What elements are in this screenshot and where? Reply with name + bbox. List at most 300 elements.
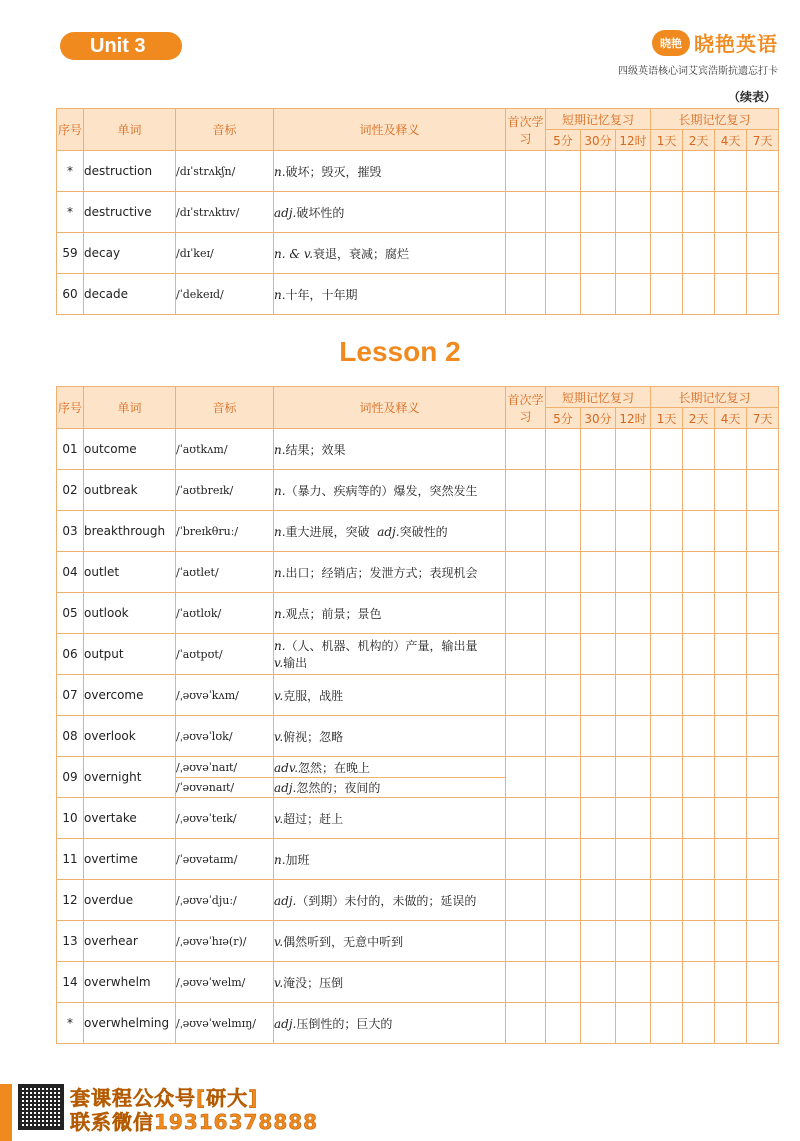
checkbox-cell[interactable] (506, 757, 546, 798)
checkbox-cell[interactable] (651, 757, 683, 798)
checkbox-cell[interactable] (651, 839, 683, 880)
checkbox-cell[interactable] (747, 511, 779, 552)
definition-text: 忽然的；夜间的 (296, 781, 381, 795)
checkbox-cell[interactable] (651, 593, 683, 634)
checkbox-cell[interactable] (546, 511, 581, 552)
checkbox-cell[interactable] (683, 593, 715, 634)
definition-cell (274, 1003, 506, 1044)
checkbox-cell[interactable] (747, 233, 779, 274)
definition-cell (274, 192, 506, 233)
definition-cell (274, 274, 506, 315)
word-cell: decade (84, 274, 176, 315)
checkbox-cell[interactable] (651, 192, 683, 233)
promo-line-2: 联系微信19316378888 (70, 1110, 319, 1134)
checkbox-cell[interactable] (616, 470, 651, 511)
checkbox-cell[interactable] (546, 634, 581, 675)
col-header-short-slot: 30分 (581, 408, 616, 429)
row-number: 06 (57, 634, 84, 675)
checkbox-cell[interactable] (506, 634, 546, 675)
phonetic-cell: /ˈaʊtlʊk/ (176, 593, 274, 634)
table-row (57, 675, 779, 716)
checkbox-cell[interactable] (715, 634, 747, 675)
phonetic-cell: /dɪˈkeɪ/ (176, 233, 274, 274)
col-header-phonetic: 音标 (176, 109, 274, 151)
checkbox-cell[interactable] (683, 962, 715, 1003)
checkbox-cell[interactable] (581, 470, 616, 511)
checkbox-cell[interactable] (651, 880, 683, 921)
definition-text: 重大进展，突破 (285, 524, 370, 539)
checkbox-cell[interactable] (715, 962, 747, 1003)
part-of-speech: n. (274, 639, 286, 653)
checkbox-cell[interactable] (581, 757, 616, 798)
part-of-speech: adj. (274, 205, 297, 220)
continued-label: （续表） (727, 90, 776, 104)
checkbox-cell[interactable] (546, 962, 581, 1003)
table-row (57, 511, 779, 552)
checkbox-cell[interactable] (715, 1003, 747, 1044)
part-of-speech: n. (274, 565, 286, 580)
checkbox-cell[interactable] (506, 798, 546, 839)
checkbox-cell[interactable] (683, 470, 715, 511)
word-cell: destruction (84, 151, 176, 192)
checkbox-cell[interactable] (581, 192, 616, 233)
checkbox-cell[interactable] (616, 921, 651, 962)
checkbox-cell[interactable] (506, 593, 546, 634)
definition-text: 观点；前景；景色 (285, 606, 382, 621)
definition-cell (274, 921, 506, 962)
checkbox-cell[interactable] (506, 552, 546, 593)
part-of-speech: n. (274, 524, 286, 539)
table-row (57, 151, 779, 192)
checkbox-cell[interactable] (581, 716, 616, 757)
checkbox-cell[interactable] (683, 274, 715, 315)
footer-promo (70, 1086, 318, 1134)
checkbox-cell[interactable] (651, 233, 683, 274)
col-header-long-slot: 2天 (683, 130, 715, 151)
row-number: 01 (57, 429, 84, 470)
checkbox-cell[interactable] (651, 798, 683, 839)
definition-text: 淹没；压倒 (283, 975, 344, 990)
definition-cell (274, 798, 506, 839)
checkbox-cell[interactable] (747, 151, 779, 192)
definition-text: 出口；经销店；发泄方式；表现机会 (285, 565, 478, 580)
checkbox-cell[interactable] (546, 274, 581, 315)
vocab-table-lesson (56, 386, 779, 1044)
part-of-speech: n. (274, 852, 286, 867)
checkbox-cell[interactable] (747, 757, 779, 798)
checkbox-cell[interactable] (651, 1003, 683, 1044)
phonetic-cell: /ˈdekeɪd/ (176, 274, 274, 315)
checkbox-cell[interactable] (506, 921, 546, 962)
row-number: 04 (57, 552, 84, 593)
checkbox-cell[interactable] (683, 634, 715, 675)
checkbox-cell[interactable] (651, 716, 683, 757)
checkbox-cell[interactable] (506, 839, 546, 880)
definition-cell (274, 593, 506, 634)
checkbox-cell[interactable] (546, 921, 581, 962)
checkbox-cell[interactable] (581, 233, 616, 274)
checkbox-cell[interactable] (506, 151, 546, 192)
word-cell: overdue (84, 880, 176, 921)
checkbox-cell[interactable] (546, 716, 581, 757)
checkbox-cell[interactable] (616, 1003, 651, 1044)
checkbox-cell[interactable] (683, 511, 715, 552)
part-of-speech: v. (274, 688, 284, 703)
checkbox-cell[interactable] (747, 880, 779, 921)
checkbox-cell[interactable] (683, 429, 715, 470)
checkbox-cell[interactable] (683, 233, 715, 274)
definition-cell (274, 675, 506, 716)
checkbox-cell[interactable] (616, 634, 651, 675)
col-header-definition: 词性及释义 (274, 109, 506, 151)
checkbox-cell[interactable] (747, 634, 779, 675)
brand (652, 28, 778, 57)
checkbox-cell[interactable] (747, 429, 779, 470)
table-row (57, 757, 779, 778)
checkbox-cell[interactable] (715, 921, 747, 962)
tagline: 四级英语核心词艾宾浩斯抗遗忘打卡 (618, 66, 778, 77)
checkbox-cell[interactable] (616, 962, 651, 1003)
checkbox-cell[interactable] (581, 839, 616, 880)
checkbox-cell[interactable] (715, 470, 747, 511)
table-row (57, 839, 779, 880)
checkbox-cell[interactable] (546, 839, 581, 880)
checkbox-cell[interactable] (747, 192, 779, 233)
checkbox-cell[interactable] (651, 151, 683, 192)
checkbox-cell[interactable] (715, 839, 747, 880)
part-of-speech: n. (274, 606, 286, 621)
checkbox-cell[interactable] (715, 192, 747, 233)
col-header-word: 单词 (84, 387, 176, 429)
checkbox-cell[interactable] (683, 1003, 715, 1044)
table-row (57, 921, 779, 962)
col-header-short-slot: 5分 (546, 408, 581, 429)
checkbox-cell[interactable] (616, 151, 651, 192)
row-number: * (57, 151, 84, 192)
row-number: 13 (57, 921, 84, 962)
checkbox-cell[interactable] (747, 716, 779, 757)
checkbox-cell[interactable] (616, 429, 651, 470)
checkbox-cell[interactable] (747, 274, 779, 315)
checkbox-cell[interactable] (506, 716, 546, 757)
checkbox-cell[interactable] (546, 593, 581, 634)
definition-text: 衰退，衰减；腐烂 (313, 246, 410, 261)
checkbox-cell[interactable] (616, 593, 651, 634)
word-cell: destructive (84, 192, 176, 233)
checkbox-cell[interactable] (651, 634, 683, 675)
table-row (57, 798, 779, 839)
checkbox-cell[interactable] (715, 798, 747, 839)
row-number: 11 (57, 839, 84, 880)
checkbox-cell[interactable] (506, 429, 546, 470)
checkbox-cell[interactable] (581, 429, 616, 470)
checkbox-cell[interactable] (683, 716, 715, 757)
definition-cell (274, 716, 506, 757)
checkbox-cell[interactable] (715, 274, 747, 315)
phonetic-cell: /ˌəʊvəˈhɪə(r)/ (176, 921, 274, 962)
checkbox-cell[interactable] (581, 675, 616, 716)
part-of-speech: adv. (274, 760, 299, 775)
col-header-long-slot: 1天 (651, 130, 683, 151)
col-header-definition: 词性及释义 (274, 387, 506, 429)
phonetic-cell: /ˌəʊvəˈdjuː/ (176, 880, 274, 921)
checkbox-cell[interactable] (616, 839, 651, 880)
table-row (57, 552, 779, 593)
checkbox-cell[interactable] (616, 880, 651, 921)
col-header-long-slot: 1天 (651, 408, 683, 429)
checkbox-cell[interactable] (616, 552, 651, 593)
checkbox-cell[interactable] (506, 511, 546, 552)
checkbox-cell[interactable] (581, 274, 616, 315)
checkbox-cell[interactable] (715, 511, 747, 552)
phonetic-cell: /ˈaʊtbreɪk/ (176, 470, 274, 511)
checkbox-cell[interactable] (715, 552, 747, 593)
checkbox-cell[interactable] (506, 880, 546, 921)
checkbox-cell[interactable] (651, 274, 683, 315)
definition-cell (274, 552, 506, 593)
definition-cell (274, 962, 506, 1003)
part-of-speech: n. (274, 483, 286, 498)
checkbox-cell[interactable] (715, 675, 747, 716)
table-row (57, 880, 779, 921)
phonetic-cell: /ˌəʊvəˈkʌm/ (176, 675, 274, 716)
checkbox-cell[interactable] (546, 151, 581, 192)
col-header-long-slot: 4天 (715, 130, 747, 151)
col-header-short-term: 短期记忆复习 (546, 109, 651, 130)
row-number: 07 (57, 675, 84, 716)
checkbox-cell[interactable] (683, 675, 715, 716)
checkbox-cell[interactable] (651, 962, 683, 1003)
definition-cell (274, 429, 506, 470)
phonetic-cell: /ˌəʊvəˈteɪk/ (176, 798, 274, 839)
checkbox-cell[interactable] (715, 757, 747, 798)
col-header-short-term: 短期记忆复习 (546, 387, 651, 408)
part-of-speech: v. (274, 934, 284, 949)
phonetic-cell: /dɪˈstrʌktɪv/ (176, 192, 274, 233)
phonetic-cell: /ˌəʊvəˈwelm/ (176, 962, 274, 1003)
checkbox-cell[interactable] (747, 1003, 779, 1044)
checkbox-cell[interactable] (747, 839, 779, 880)
checkbox-cell[interactable] (546, 233, 581, 274)
checkbox-cell[interactable] (546, 429, 581, 470)
col-header-short-slot: 12时 (616, 408, 651, 429)
phonetic-cell: /ˈaʊtkʌm/ (176, 429, 274, 470)
col-header-phonetic: 音标 (176, 387, 274, 429)
definition-cell (274, 778, 506, 798)
table-row (57, 470, 779, 511)
checkbox-cell[interactable] (546, 675, 581, 716)
checkbox-cell[interactable] (581, 511, 616, 552)
word-cell: output (84, 634, 176, 675)
word-cell: overwhelming (84, 1003, 176, 1044)
part-of-speech: v. (274, 811, 284, 826)
phonetic-cell: /ˈbreɪkθruː/ (176, 511, 274, 552)
definition-cell (274, 233, 506, 274)
table-row (57, 1003, 779, 1044)
checkbox-cell[interactable] (651, 429, 683, 470)
checkbox-cell[interactable] (715, 429, 747, 470)
checkbox-cell[interactable] (683, 552, 715, 593)
definition-text: 十年，十年期 (285, 287, 358, 302)
word-cell: outbreak (84, 470, 176, 511)
definition-text: （暴力、疾病等的）爆发，突然发生 (285, 483, 478, 498)
col-header-long-slot: 4天 (715, 408, 747, 429)
row-number: 10 (57, 798, 84, 839)
row-number: 60 (57, 274, 84, 315)
col-header-long-slot: 7天 (747, 130, 779, 151)
checkbox-cell[interactable] (715, 151, 747, 192)
col-header-long-term: 长期记忆复习 (651, 109, 779, 130)
checkbox-cell[interactable] (616, 716, 651, 757)
word-cell: overlook (84, 716, 176, 757)
checkbox-cell[interactable] (546, 757, 581, 798)
phonetic-cell: /ˈəʊvənaɪt/ (176, 778, 274, 798)
part-of-speech: n. & v. (274, 246, 314, 261)
checkbox-cell[interactable] (546, 1003, 581, 1044)
checkbox-cell[interactable] (616, 511, 651, 552)
checkbox-cell[interactable] (651, 921, 683, 962)
part-of-speech: v. (274, 656, 284, 670)
qr-code-icon (18, 1084, 64, 1130)
checkbox-cell[interactable] (506, 233, 546, 274)
checkbox-cell[interactable] (616, 798, 651, 839)
word-cell: overcome (84, 675, 176, 716)
part-of-speech: adj. (377, 524, 400, 539)
checkbox-cell[interactable] (581, 880, 616, 921)
part-of-speech: v. (274, 975, 284, 990)
checkbox-cell[interactable] (546, 880, 581, 921)
checkbox-cell[interactable] (581, 593, 616, 634)
checkbox-cell[interactable] (651, 511, 683, 552)
checkbox-cell[interactable] (581, 634, 616, 675)
row-number: * (57, 192, 84, 233)
checkbox-cell[interactable] (683, 151, 715, 192)
checkbox-cell[interactable] (546, 470, 581, 511)
checkbox-cell[interactable] (683, 798, 715, 839)
definition-text: 破坏；毁灭，摧毁 (285, 164, 382, 179)
part-of-speech: n. (274, 287, 286, 302)
checkbox-cell[interactable] (616, 192, 651, 233)
table-row (57, 962, 779, 1003)
checkbox-cell[interactable] (506, 192, 546, 233)
checkbox-cell[interactable] (747, 675, 779, 716)
table-row (57, 274, 779, 315)
checkbox-cell[interactable] (683, 880, 715, 921)
checkbox-cell[interactable] (683, 192, 715, 233)
phonetic-cell: /ˌəʊvəˈnaɪt/ (176, 757, 274, 778)
definition-text: 输出 (283, 656, 308, 670)
checkbox-cell[interactable] (616, 233, 651, 274)
checkbox-cell[interactable] (747, 921, 779, 962)
definition-cell (274, 511, 506, 552)
col-header-long-term: 长期记忆复习 (651, 387, 779, 408)
word-cell: outcome (84, 429, 176, 470)
checkbox-cell[interactable] (651, 470, 683, 511)
checkbox-cell[interactable] (715, 880, 747, 921)
checkbox-cell[interactable] (747, 593, 779, 634)
checkbox-cell[interactable] (581, 1003, 616, 1044)
checkbox-cell[interactable] (546, 552, 581, 593)
checkbox-cell[interactable] (616, 757, 651, 798)
checkbox-cell[interactable] (581, 151, 616, 192)
checkbox-cell[interactable] (747, 962, 779, 1003)
phonetic-cell: /dɪˈstrʌkʃn/ (176, 151, 274, 192)
table-row (57, 593, 779, 634)
checkbox-cell[interactable] (616, 675, 651, 716)
checkbox-cell[interactable] (581, 798, 616, 839)
checkbox-cell[interactable] (546, 798, 581, 839)
row-number: 09 (57, 757, 84, 798)
definition-text: 破坏性的 (296, 205, 345, 220)
col-header-first-study: 首次学习 (506, 387, 546, 429)
definition-text: 偶然听到，无意中听到 (283, 934, 404, 949)
part-of-speech: adj. (274, 893, 297, 908)
definition-cell (274, 839, 506, 880)
table-row (57, 716, 779, 757)
word-cell: overtime (84, 839, 176, 880)
checkbox-cell[interactable] (506, 962, 546, 1003)
word-cell: overwhelm (84, 962, 176, 1003)
col-header-long-slot: 7天 (747, 408, 779, 429)
checkbox-cell[interactable] (683, 757, 715, 798)
checkbox-cell[interactable] (616, 274, 651, 315)
checkbox-cell[interactable] (506, 470, 546, 511)
definition-cell (274, 634, 506, 675)
row-number: 59 (57, 233, 84, 274)
definition-text: 突破性的 (399, 524, 448, 539)
checkbox-cell[interactable] (651, 552, 683, 593)
checkbox-cell[interactable] (747, 552, 779, 593)
definition-text: 加班 (285, 852, 310, 867)
part-of-speech: n. (274, 442, 286, 457)
checkbox-cell[interactable] (715, 233, 747, 274)
checkbox-cell[interactable] (546, 192, 581, 233)
phonetic-cell: /ˈaʊtlet/ (176, 552, 274, 593)
part-of-speech: adj. (274, 1016, 297, 1031)
definition-text: 忽然；在晚上 (298, 760, 371, 775)
col-header-num: 序号 (57, 109, 84, 151)
row-number: 03 (57, 511, 84, 552)
phonetic-cell: /ˈaʊtpʊt/ (176, 634, 274, 675)
checkbox-cell[interactable] (506, 1003, 546, 1044)
definition-text: （到期）未付的，未做的；延误的 (296, 893, 477, 908)
checkbox-cell[interactable] (581, 921, 616, 962)
phonetic-cell: /ˌəʊvəˈwelmɪŋ/ (176, 1003, 274, 1044)
checkbox-cell[interactable] (581, 552, 616, 593)
table-row (57, 429, 779, 470)
definition-text: 压倒性的；巨大的 (296, 1016, 393, 1031)
checkbox-cell[interactable] (747, 470, 779, 511)
phonetic-cell: /ˈəʊvətaɪm/ (176, 839, 274, 880)
row-number: 12 (57, 880, 84, 921)
checkbox-cell[interactable] (506, 675, 546, 716)
checkbox-cell[interactable] (715, 716, 747, 757)
checkbox-cell[interactable] (581, 962, 616, 1003)
checkbox-cell[interactable] (715, 593, 747, 634)
checkbox-cell[interactable] (747, 798, 779, 839)
word-cell: outlet (84, 552, 176, 593)
definition-cell (274, 470, 506, 511)
word-cell: overtake (84, 798, 176, 839)
word-cell: overnight (84, 757, 176, 798)
checkbox-cell[interactable] (651, 675, 683, 716)
checkbox-cell[interactable] (506, 274, 546, 315)
checkbox-cell[interactable] (683, 839, 715, 880)
definition-text: 超过；赶上 (283, 811, 344, 826)
brand-name: 晓艳英语 (694, 32, 778, 56)
checkbox-cell[interactable] (683, 921, 715, 962)
row-number: 05 (57, 593, 84, 634)
